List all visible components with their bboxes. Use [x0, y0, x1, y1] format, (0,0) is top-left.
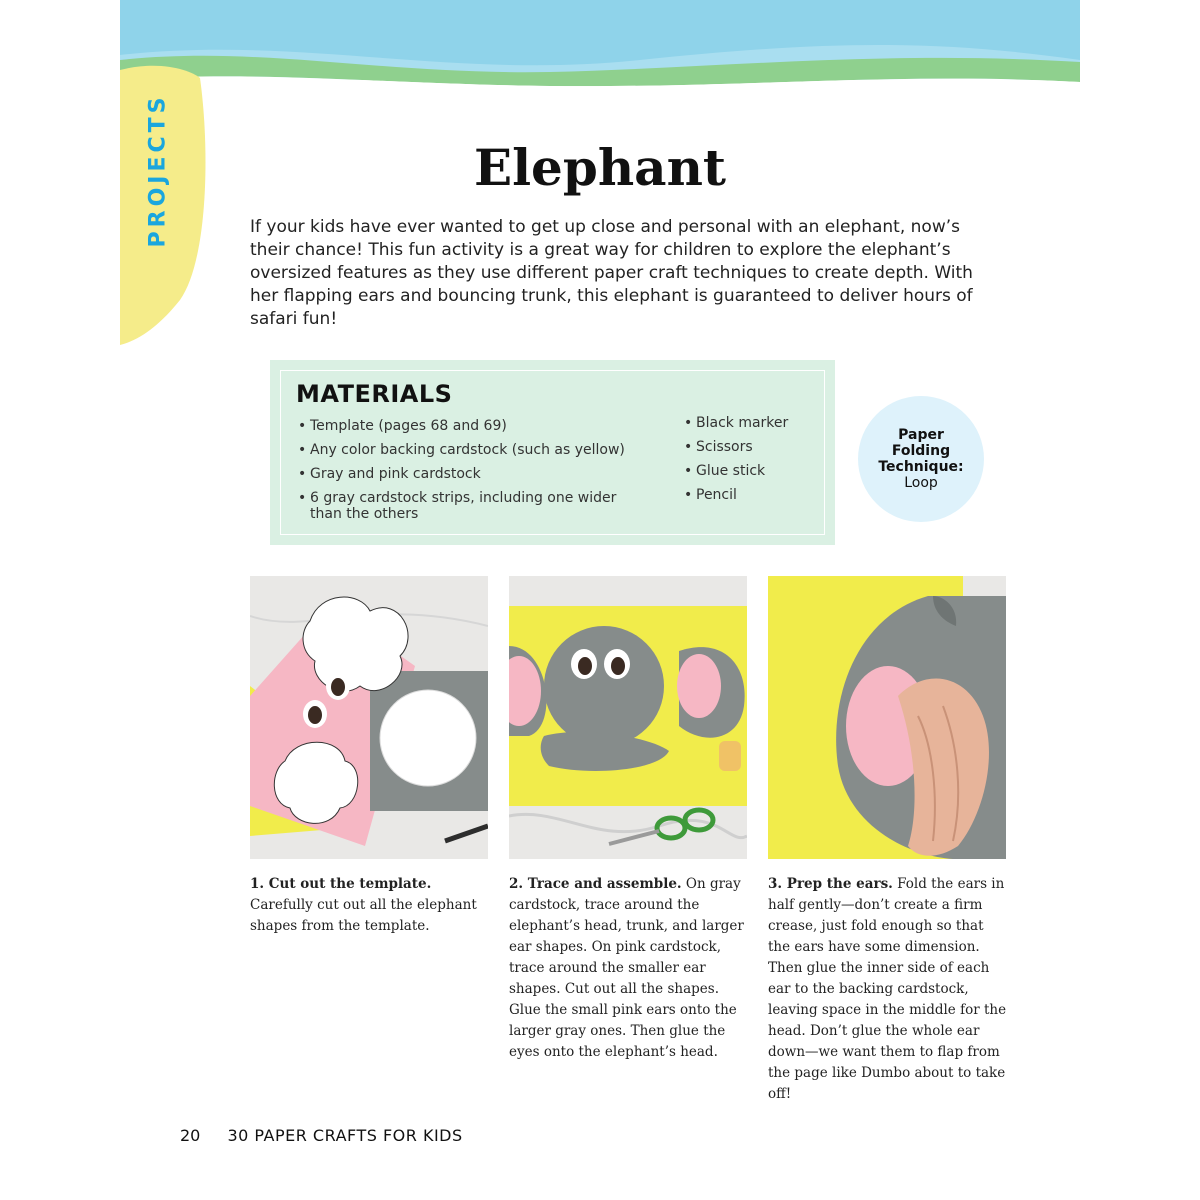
material-item: • Glue stick — [684, 463, 824, 479]
intro-paragraph: If your kids have ever wanted to get up close and personal with an elephant, now’s their chance! This fun activity is a great way for children to explore the elephant’s oversized features as they use different paper craft techniques to create depth. With her flapping ears and bouncing trunk, this elephant is guaranteed to deliver hours of safari fun! — [250, 217, 973, 329]
folding-ear-illustration — [768, 576, 1006, 859]
step-3-body: Fold the ears in half gently—don’t create a firm crease, just fold enough so that the ears have some dimension. Then glue the inner side of each ear to the backing cardstock, leaving space in the middle for the head. Don’t glue the whole ear down—we want them to flap from the page like Dumbo about to take off! — [768, 876, 1007, 1102]
book-page — [120, 0, 1080, 1200]
step-2-text — [509, 874, 749, 1063]
step-2-body: On gray cardstock, trace around the elephant’s head, trunk, and larger ear shapes. On pink cardstock, trace around the smaller ear shapes. Cut out all the shapes. Glue the small pink ears onto the larger gray ones. Then glue the eyes onto the elephant’s head. — [509, 876, 744, 1060]
material-item: • Template (pages 68 and 69) — [298, 418, 638, 434]
step-3-heading: 3. Prep the ears. — [768, 876, 893, 892]
step-2-heading: 2. Trace and assemble. — [509, 876, 682, 892]
book-title: 30 PAPER CRAFTS FOR KIDS — [227, 1126, 463, 1145]
template-cutout-illustration — [250, 576, 488, 859]
materials-heading: MATERIALS — [296, 380, 453, 408]
step-3-text — [768, 874, 1008, 1105]
page-title: Elephant — [473, 138, 727, 197]
projects-label: PROJECTS — [145, 93, 171, 247]
material-item: • Pencil — [684, 487, 824, 503]
page-footer — [180, 1126, 463, 1145]
step-1-body: Carefully cut out all the elephant shapes from the template. — [250, 897, 477, 934]
assembled-head-illustration — [509, 576, 747, 859]
materials-list-left — [298, 418, 638, 530]
step-1-text — [250, 874, 490, 937]
technique-badge — [858, 396, 984, 522]
step-2-photo — [509, 576, 747, 859]
material-item: • Black marker — [684, 415, 824, 431]
step-1-photo — [250, 576, 488, 859]
top-wave-decoration — [120, 0, 1080, 120]
material-item: • Any color backing cardstock (such as yellow) — [298, 442, 638, 458]
step-1-heading: 1. Cut out the template. — [250, 876, 432, 892]
technique-label: Paper Folding Technique: — [878, 427, 964, 475]
technique-value: Loop — [904, 475, 938, 491]
step-3-photo — [768, 576, 1006, 859]
material-item: • Gray and pink cardstock — [298, 466, 638, 482]
material-item: • Scissors — [684, 439, 824, 455]
material-item: • 6 gray cardstock strips, including one wider than the others — [298, 490, 638, 522]
page-number: 20 — [180, 1126, 201, 1145]
materials-box — [270, 360, 835, 545]
materials-list-right — [684, 415, 824, 511]
